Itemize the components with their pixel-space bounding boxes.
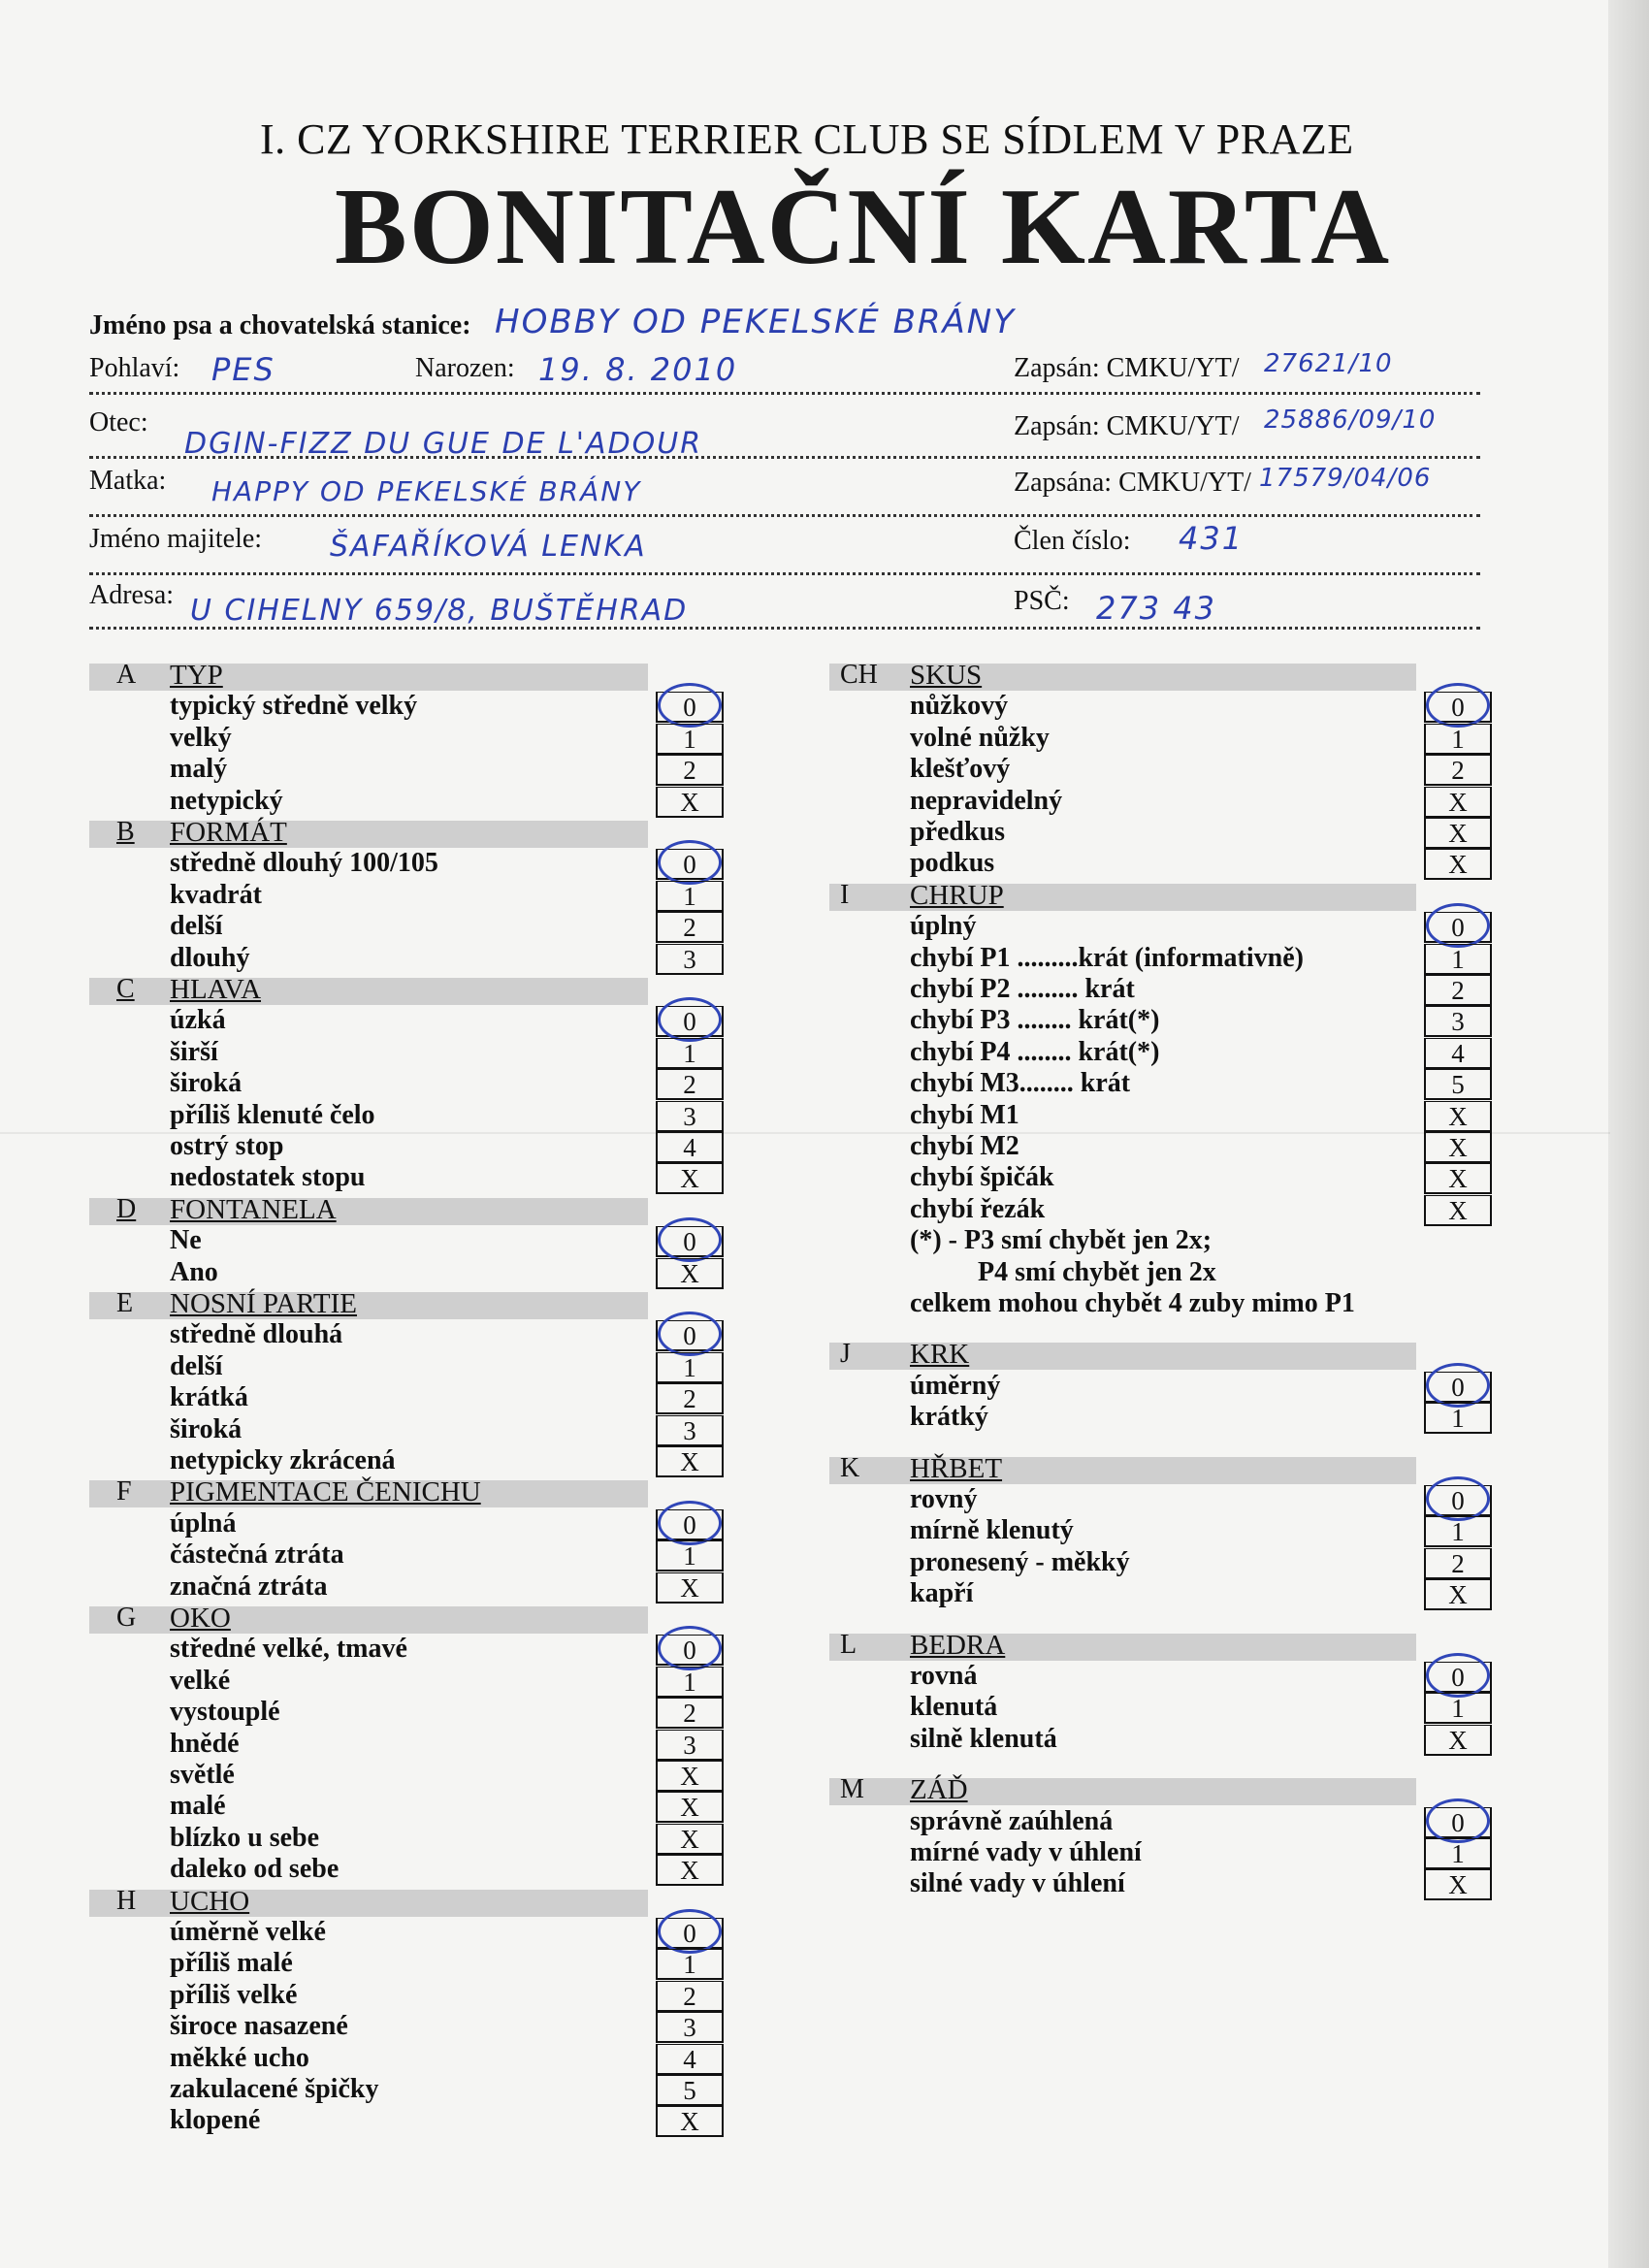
page-title: BONITAČNÍ KARTA — [335, 167, 1392, 287]
dotted-separator — [89, 572, 1480, 575]
criterion-label: středně dlouhý 100/105 — [170, 848, 438, 879]
owner-value: ŠAFAŘÍKOVÁ LENKA — [330, 530, 647, 564]
section-title: NOSNÍ PARTIE — [170, 1288, 357, 1319]
score-box: 2 — [656, 1698, 724, 1729]
address-label: Adresa: — [89, 580, 175, 610]
criterion-label: daleko od sebe — [170, 1854, 340, 1885]
score-box: 1 — [1424, 1403, 1492, 1434]
criterion-label: malý — [170, 754, 228, 785]
score-box: 0 — [656, 1006, 724, 1037]
score-box: 1 — [1424, 1693, 1492, 1724]
footnote-text: P4 smí chybět jen 2x — [978, 1256, 1216, 1287]
selected-score-circle — [1426, 1363, 1490, 1408]
criterion-label: úplná — [170, 1507, 237, 1539]
score-box: 1 — [656, 1949, 724, 1980]
section-code: D — [116, 1193, 137, 1224]
score-box: X — [656, 1446, 724, 1477]
score-box: 0 — [1424, 1807, 1492, 1838]
score-box: 2 — [656, 1981, 724, 2012]
score-box: 4 — [656, 2044, 724, 2075]
section-code: I — [840, 879, 850, 910]
criterion-label: Ano — [170, 1256, 218, 1287]
score-box: 0 — [1424, 1485, 1492, 1516]
criterion-label: kapří — [910, 1578, 974, 1609]
father-reg-label: Zapsán: CMKU/YT/ — [1014, 411, 1240, 441]
score-box: X — [1424, 787, 1492, 818]
criterion-label: chybí P2 ......... krát — [910, 974, 1135, 1004]
score-box: 1 — [656, 881, 724, 912]
score-box: X — [1424, 1869, 1492, 1900]
score-box: 0 — [656, 1918, 724, 1949]
score-box: 2 — [1424, 975, 1492, 1006]
score-box: X — [656, 1855, 724, 1886]
section-code: L — [840, 1629, 857, 1660]
mother-reg-value: 17579/04/06 — [1259, 464, 1432, 493]
criterion-label: silně klenutá — [910, 1723, 1057, 1754]
score-box: 0 — [656, 1320, 724, 1351]
criterion-label: světlé — [170, 1760, 235, 1790]
score-box: 0 — [656, 1226, 724, 1257]
member-label: Člen číslo: — [1014, 526, 1131, 556]
score-box: 1 — [656, 1540, 724, 1571]
criterion-label: delší — [170, 911, 223, 942]
criterion-label: kvadrát — [170, 879, 262, 910]
criterion-label: široká — [170, 1413, 242, 1444]
dog-name-value: HOBBY OD PEKELSKÉ BRÁNY — [495, 303, 1016, 341]
score-box: X — [1424, 1579, 1492, 1610]
address-value: U CIHELNY 659/8, BUŠTĚHRAD — [190, 594, 689, 628]
score-box: 4 — [1424, 1038, 1492, 1069]
score-box: X — [656, 1258, 724, 1289]
score-box: 0 — [656, 849, 724, 880]
father-value: DGIN-FIZZ DU GUE DE L'ADOUR — [184, 427, 703, 461]
score-box: X — [656, 1824, 724, 1855]
score-box: X — [1424, 1195, 1492, 1226]
criterion-label: zakulacené špičky — [170, 2074, 379, 2104]
criterion-label: pronesený - měkký — [910, 1546, 1130, 1577]
selected-score-circle — [1426, 903, 1490, 948]
score-box: X — [656, 1163, 724, 1194]
dotted-separator — [89, 456, 1480, 459]
score-box: X — [1424, 1132, 1492, 1163]
score-box: X — [656, 1572, 724, 1604]
score-box: X — [1424, 849, 1492, 880]
criterion-label: krátký — [910, 1402, 988, 1433]
score-box: X — [1424, 1163, 1492, 1194]
score-box: X — [1424, 1725, 1492, 1756]
criterion-label: rovný — [910, 1484, 978, 1514]
score-box: 2 — [1424, 755, 1492, 786]
score-box: X — [1424, 1101, 1492, 1132]
criterion-label: úměrně velké — [170, 1917, 326, 1947]
criterion-label: příliš velké — [170, 1979, 298, 2010]
criterion-label: klenutá — [910, 1692, 998, 1723]
selected-score-circle — [658, 1217, 722, 1262]
section-title: HŘBET — [910, 1452, 1003, 1484]
score-box: 2 — [656, 1069, 724, 1100]
section-code: C — [116, 974, 135, 1004]
criterion-label: chybí M3........ krát — [910, 1068, 1131, 1099]
criterion-label: středně dlouhá — [170, 1319, 343, 1350]
criterion-label: netypicky zkrácená — [170, 1445, 396, 1475]
criterion-label: chybí řezák — [910, 1193, 1046, 1224]
criterion-label: široká — [170, 1068, 242, 1099]
criterion-label: široce nasazené — [170, 2011, 348, 2042]
criterion-label: předkus — [910, 817, 1006, 847]
score-box: X — [656, 1761, 724, 1792]
criterion-label: silné vady v úhlení — [910, 1868, 1125, 1899]
score-box: 1 — [656, 1352, 724, 1383]
born-value: 19. 8. 2010 — [538, 351, 738, 388]
score-box: 1 — [656, 1667, 724, 1698]
score-box: 1 — [1424, 724, 1492, 755]
section-title: CHRUP — [910, 879, 1004, 911]
criterion-label: chybí P1 .........krát (informativně) — [910, 942, 1304, 973]
criterion-label: úzká — [170, 1005, 226, 1036]
score-box: 0 — [656, 692, 724, 723]
criterion-label: nedostatek stopu — [170, 1162, 366, 1193]
score-box: 3 — [656, 1730, 724, 1761]
criterion-label: nepravidelný — [910, 785, 1063, 816]
section-code: A — [116, 660, 137, 690]
section-code: CH — [840, 660, 878, 690]
father-label: Otec: — [89, 407, 148, 437]
criterion-label: malé — [170, 1791, 226, 1822]
score-box: 1 — [1424, 1516, 1492, 1547]
dotted-separator — [89, 514, 1480, 517]
zip-label: PSČ: — [1014, 586, 1070, 616]
criterion-label: dlouhý — [170, 942, 250, 973]
criterion-label: úplný — [910, 911, 977, 942]
score-box: 2 — [656, 912, 724, 943]
reg-label: Zapsán: CMKU/YT/ — [1014, 353, 1240, 383]
club-heading: I. CZ YORKSHIRE TERRIER CLUB SE SÍDLEM V PRAZE — [260, 115, 1354, 163]
criterion-label: chybí P4 ........ krát(*) — [910, 1036, 1160, 1067]
section-code: H — [116, 1885, 137, 1916]
score-box: 1 — [1424, 1838, 1492, 1869]
mother-reg-label: Zapsána: CMKU/YT/ — [1014, 468, 1251, 498]
reg-value: 27621/10 — [1264, 349, 1393, 378]
score-box: 0 — [1424, 1662, 1492, 1693]
score-box: 3 — [656, 1415, 724, 1446]
section-title: HLAVA — [170, 974, 262, 1005]
section-code: J — [840, 1339, 851, 1370]
score-box: 2 — [656, 755, 724, 786]
criterion-label: rovná — [910, 1661, 978, 1691]
score-box: 2 — [656, 1383, 724, 1414]
score-box: 0 — [1424, 1372, 1492, 1403]
score-box: 3 — [656, 944, 724, 975]
score-box: 4 — [656, 1132, 724, 1163]
sex-label: Pohlaví: — [89, 353, 180, 383]
sex-value: PES — [211, 351, 275, 388]
scan-edge — [1608, 0, 1649, 2268]
criterion-label: netypický — [170, 785, 283, 816]
section-title: FORMÁT — [170, 817, 287, 848]
criterion-label: delší — [170, 1350, 223, 1381]
criterion-label: příliš klenuté čelo — [170, 1099, 375, 1130]
criterion-label: chybí P3 ........ krát(*) — [910, 1005, 1160, 1036]
section-title: SKUS — [910, 660, 983, 691]
criterion-label: chybí M2 — [910, 1131, 1019, 1161]
selected-score-circle — [658, 1909, 722, 1954]
score-box: X — [656, 787, 724, 818]
member-value: 431 — [1179, 520, 1245, 557]
score-box: 5 — [656, 2075, 724, 2106]
section-code: F — [116, 1476, 132, 1507]
score-box: 5 — [1424, 1069, 1492, 1100]
dog-name-label: Jméno psa a chovatelská stanice: — [89, 310, 471, 340]
criterion-label: podkus — [910, 848, 995, 879]
criterion-label: velký — [170, 722, 232, 753]
selected-score-circle — [1426, 1653, 1490, 1698]
section-code: G — [116, 1603, 137, 1633]
criterion-label: úměrný — [910, 1370, 1001, 1401]
zip-value: 273 43 — [1096, 590, 1216, 627]
score-box: 0 — [656, 1509, 724, 1540]
criterion-label: hnědé — [170, 1728, 240, 1759]
section-title: PIGMENTACE ČENICHU — [170, 1476, 481, 1508]
criterion-label: Ne — [170, 1225, 202, 1256]
section-title: OKO — [170, 1603, 231, 1634]
criterion-label: širší — [170, 1036, 218, 1067]
criterion-label: značná ztráta — [170, 1571, 328, 1602]
score-box: X — [1424, 818, 1492, 849]
section-code: B — [116, 817, 135, 847]
criterion-label: měkké ucho — [170, 2042, 309, 2073]
criterion-label: středné velké, tmavé — [170, 1634, 407, 1665]
section-title: KRK — [910, 1339, 970, 1371]
section-title: FONTANELA — [170, 1193, 337, 1225]
criterion-label: chybí M1 — [910, 1099, 1019, 1130]
score-box: 1 — [656, 724, 724, 755]
criterion-label: částečná ztráta — [170, 1539, 344, 1571]
section-title: UCHO — [170, 1885, 250, 1917]
section-title: ZÁĎ — [910, 1774, 968, 1806]
score-box: 3 — [656, 2012, 724, 2043]
section-code: K — [840, 1452, 860, 1483]
score-box: X — [656, 1792, 724, 1823]
selected-score-circle — [658, 1501, 722, 1545]
mother-label: Matka: — [89, 466, 167, 496]
owner-label: Jméno majitele: — [89, 524, 263, 554]
criterion-label: nůžkový — [910, 691, 1009, 722]
score-box: 1 — [1424, 944, 1492, 975]
section-code: E — [116, 1288, 134, 1318]
criterion-label: krátká — [170, 1382, 248, 1413]
criterion-label: typický středně velký — [170, 691, 418, 722]
score-box: 3 — [656, 1101, 724, 1132]
criterion-label: mírně klenutý — [910, 1515, 1074, 1546]
criterion-label: velké — [170, 1665, 231, 1696]
criterion-label: blízko u sebe — [170, 1822, 320, 1853]
criterion-label: vystouplé — [170, 1697, 280, 1728]
criterion-label: volné nůžky — [910, 722, 1050, 753]
born-label: Narozen: — [415, 353, 515, 383]
section-code: M — [840, 1774, 864, 1805]
dotted-separator — [89, 392, 1480, 395]
selected-score-circle — [1426, 1476, 1490, 1521]
criterion-label: ostrý stop — [170, 1131, 284, 1161]
mother-value: HAPPY OD PEKELSKÉ BRÁNY — [211, 475, 642, 507]
selected-score-circle — [1426, 1798, 1490, 1843]
father-reg-value: 25886/09/10 — [1264, 405, 1437, 435]
criterion-label: mírné vady v úhlení — [910, 1837, 1142, 1867]
footnote-text: celkem mohou chybět 4 zuby mimo P1 — [910, 1288, 1355, 1318]
footnote-text: (*) - P3 smí chybět jen 2x; — [910, 1225, 1212, 1256]
criterion-label: správně zaúhlená — [910, 1805, 1114, 1836]
score-box: 0 — [656, 1635, 724, 1666]
score-box: X — [656, 2106, 724, 2137]
score-box: 1 — [656, 1038, 724, 1069]
criterion-label: chybí špičák — [910, 1162, 1054, 1193]
score-box: 2 — [1424, 1548, 1492, 1579]
criterion-label: klešťový — [910, 754, 1011, 785]
section-title: TYP — [170, 660, 223, 691]
score-box: 3 — [1424, 1006, 1492, 1037]
section-title: BEDRA — [910, 1629, 1006, 1661]
dotted-separator — [89, 627, 1480, 630]
criterion-label: příliš malé — [170, 1948, 293, 1979]
score-box: 0 — [1424, 692, 1492, 723]
criterion-label: klopené — [170, 2105, 261, 2136]
score-box: 0 — [1424, 912, 1492, 943]
